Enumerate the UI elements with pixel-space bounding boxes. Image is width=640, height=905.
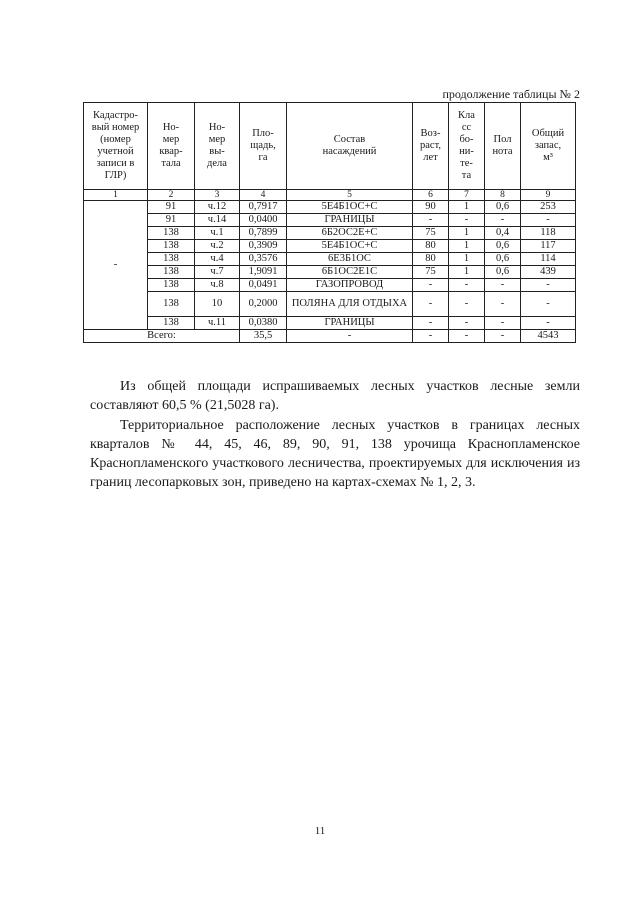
forest-plots-table <box>83 102 576 343</box>
density-cell: - <box>485 317 521 330</box>
density-cell: 0,6 <box>485 253 521 266</box>
age-cell: 75 <box>413 266 449 279</box>
bonitet-class-cell: 1 <box>449 240 485 253</box>
age-cell: 80 <box>413 253 449 266</box>
paragraph-forest-land-share: Из общей площади испрашиваемых лесных участков лесные земли составляют 60,5 % (21,5028 га). <box>90 379 580 413</box>
table-continuation-label: продолжение таблицы № 2 <box>442 87 580 101</box>
column-header: Кадастро- вый номер (номер учетной записи в ГЛР) <box>84 103 148 190</box>
column-header: Но- мер вы- дела <box>195 103 240 190</box>
bonitet-class-cell: 1 <box>449 227 485 240</box>
stand-composition-cell: 5Е4Б1ОС+С <box>287 201 413 214</box>
area-cell: 0,2000 <box>240 292 287 317</box>
table-row <box>84 253 576 266</box>
total-stock-cell: - <box>521 292 576 317</box>
age-cell: - <box>413 279 449 292</box>
allotment-number-cell: ч.4 <box>195 253 240 266</box>
area-cell: 0,7899 <box>240 227 287 240</box>
quarter-number-cell: 138 <box>148 317 195 330</box>
allotment-number-cell: ч.11 <box>195 317 240 330</box>
total-stock-cell: 114 <box>521 253 576 266</box>
age-cell: 80 <box>413 240 449 253</box>
area-cell: 0,3909 <box>240 240 287 253</box>
page-number: 11 <box>314 825 326 837</box>
density-cell: 0,6 <box>485 266 521 279</box>
bonitet-class-cell: - <box>449 292 485 317</box>
column-number: 9 <box>521 190 576 201</box>
bonitet-class-cell: 1 <box>449 201 485 214</box>
column-number: 7 <box>449 190 485 201</box>
total-bonitet-cell: - <box>449 330 485 343</box>
quarter-number-cell: 138 <box>148 292 195 317</box>
table-row <box>84 317 576 330</box>
density-cell: 0,6 <box>485 201 521 214</box>
column-numbers-row <box>84 190 576 201</box>
allotment-number-cell: ч.2 <box>195 240 240 253</box>
allotment-number-cell: ч.7 <box>195 266 240 279</box>
table-row <box>84 266 576 279</box>
total-stock-cell: - <box>521 317 576 330</box>
age-cell: 90 <box>413 201 449 214</box>
density-cell: - <box>485 279 521 292</box>
age-cell: - <box>413 292 449 317</box>
total-composition-cell: - <box>287 330 413 343</box>
total-stock-cell: 117 <box>521 240 576 253</box>
table-header-row <box>84 103 576 190</box>
total-age-cell: - <box>413 330 449 343</box>
stand-composition-cell: 5Е4Б1ОС+С <box>287 240 413 253</box>
total-row <box>84 330 576 343</box>
area-cell: 0,0380 <box>240 317 287 330</box>
stand-composition-cell: 6Б2ОС2Е+С <box>287 227 413 240</box>
table-row <box>84 201 576 214</box>
column-number: 3 <box>195 190 240 201</box>
column-header: Пол нота <box>485 103 521 190</box>
allotment-number-cell: 10 <box>195 292 240 317</box>
quarter-number-cell: 138 <box>148 279 195 292</box>
total-density-cell: - <box>485 330 521 343</box>
total-stock-cell: 118 <box>521 227 576 240</box>
total-label: Всего: <box>84 330 240 343</box>
column-header: Общий запас, м³ <box>521 103 576 190</box>
table-row <box>84 279 576 292</box>
stand-composition-cell: ГАЗОПРОВОД <box>287 279 413 292</box>
total-stock-cell: 4543 <box>521 330 576 343</box>
column-header: Воз- раст, лет <box>413 103 449 190</box>
column-header: Кла сс бо- ни- те- та <box>449 103 485 190</box>
stand-composition-cell: 6Е3Б1ОС <box>287 253 413 266</box>
total-area-cell: 35,5 <box>240 330 287 343</box>
density-cell: - <box>485 292 521 317</box>
table-row <box>84 227 576 240</box>
paragraph-territorial-location: Территориальное расположение лесных участков в границах лесных кварталов № 44, 45, 46, 89, 90, 91, 138 урочища Краснопламенское Краснопламенского участкового лесничества, проектируемых для исключения из границ лесопарковых зон, приведено на картах-схемах № 1, 2, 3. <box>90 418 580 490</box>
column-header: Состав насаждений <box>287 103 413 190</box>
density-cell: 0,6 <box>485 240 521 253</box>
column-header: Пло- щадь, га <box>240 103 287 190</box>
density-cell: - <box>485 214 521 227</box>
stand-composition-cell: ГРАНИЦЫ <box>287 214 413 227</box>
area-cell: 0,0491 <box>240 279 287 292</box>
density-cell: 0,4 <box>485 227 521 240</box>
area-cell: 0,7917 <box>240 201 287 214</box>
age-cell: 75 <box>413 227 449 240</box>
area-cell: 1,9091 <box>240 266 287 279</box>
bonitet-class-cell: - <box>449 317 485 330</box>
table-row <box>84 292 576 317</box>
bonitet-class-cell: 1 <box>449 266 485 279</box>
allotment-number-cell: ч.8 <box>195 279 240 292</box>
stand-composition-cell: 6Б1ОС2Е1С <box>287 266 413 279</box>
column-header: Но- мер квар- тала <box>148 103 195 190</box>
age-cell: - <box>413 317 449 330</box>
quarter-number-cell: 138 <box>148 266 195 279</box>
total-stock-cell: - <box>521 214 576 227</box>
column-number: 1 <box>84 190 148 201</box>
total-stock-cell: 439 <box>521 266 576 279</box>
stand-composition-cell: ПОЛЯНА ДЛЯ ОТДЫХА <box>287 292 413 317</box>
area-cell: 0,3576 <box>240 253 287 266</box>
quarter-number-cell: 138 <box>148 227 195 240</box>
quarter-number-cell: 91 <box>148 201 195 214</box>
bonitet-class-cell: 1 <box>449 253 485 266</box>
quarter-number-cell: 91 <box>148 214 195 227</box>
cadastral-number-cell: - <box>84 201 148 330</box>
age-cell: - <box>413 214 449 227</box>
quarter-number-cell: 138 <box>148 253 195 266</box>
table-row <box>84 214 576 227</box>
bonitet-class-cell: - <box>449 214 485 227</box>
allotment-number-cell: ч.1 <box>195 227 240 240</box>
allotment-number-cell: ч.12 <box>195 201 240 214</box>
column-number: 4 <box>240 190 287 201</box>
stand-composition-cell: ГРАНИЦЫ <box>287 317 413 330</box>
area-cell: 0,0400 <box>240 214 287 227</box>
total-stock-cell: 253 <box>521 201 576 214</box>
column-number: 6 <box>413 190 449 201</box>
table-row <box>84 240 576 253</box>
column-number: 5 <box>287 190 413 201</box>
total-stock-cell: - <box>521 279 576 292</box>
bonitet-class-cell: - <box>449 279 485 292</box>
column-number: 2 <box>148 190 195 201</box>
allotment-number-cell: ч.14 <box>195 214 240 227</box>
column-number: 8 <box>485 190 521 201</box>
quarter-number-cell: 138 <box>148 240 195 253</box>
